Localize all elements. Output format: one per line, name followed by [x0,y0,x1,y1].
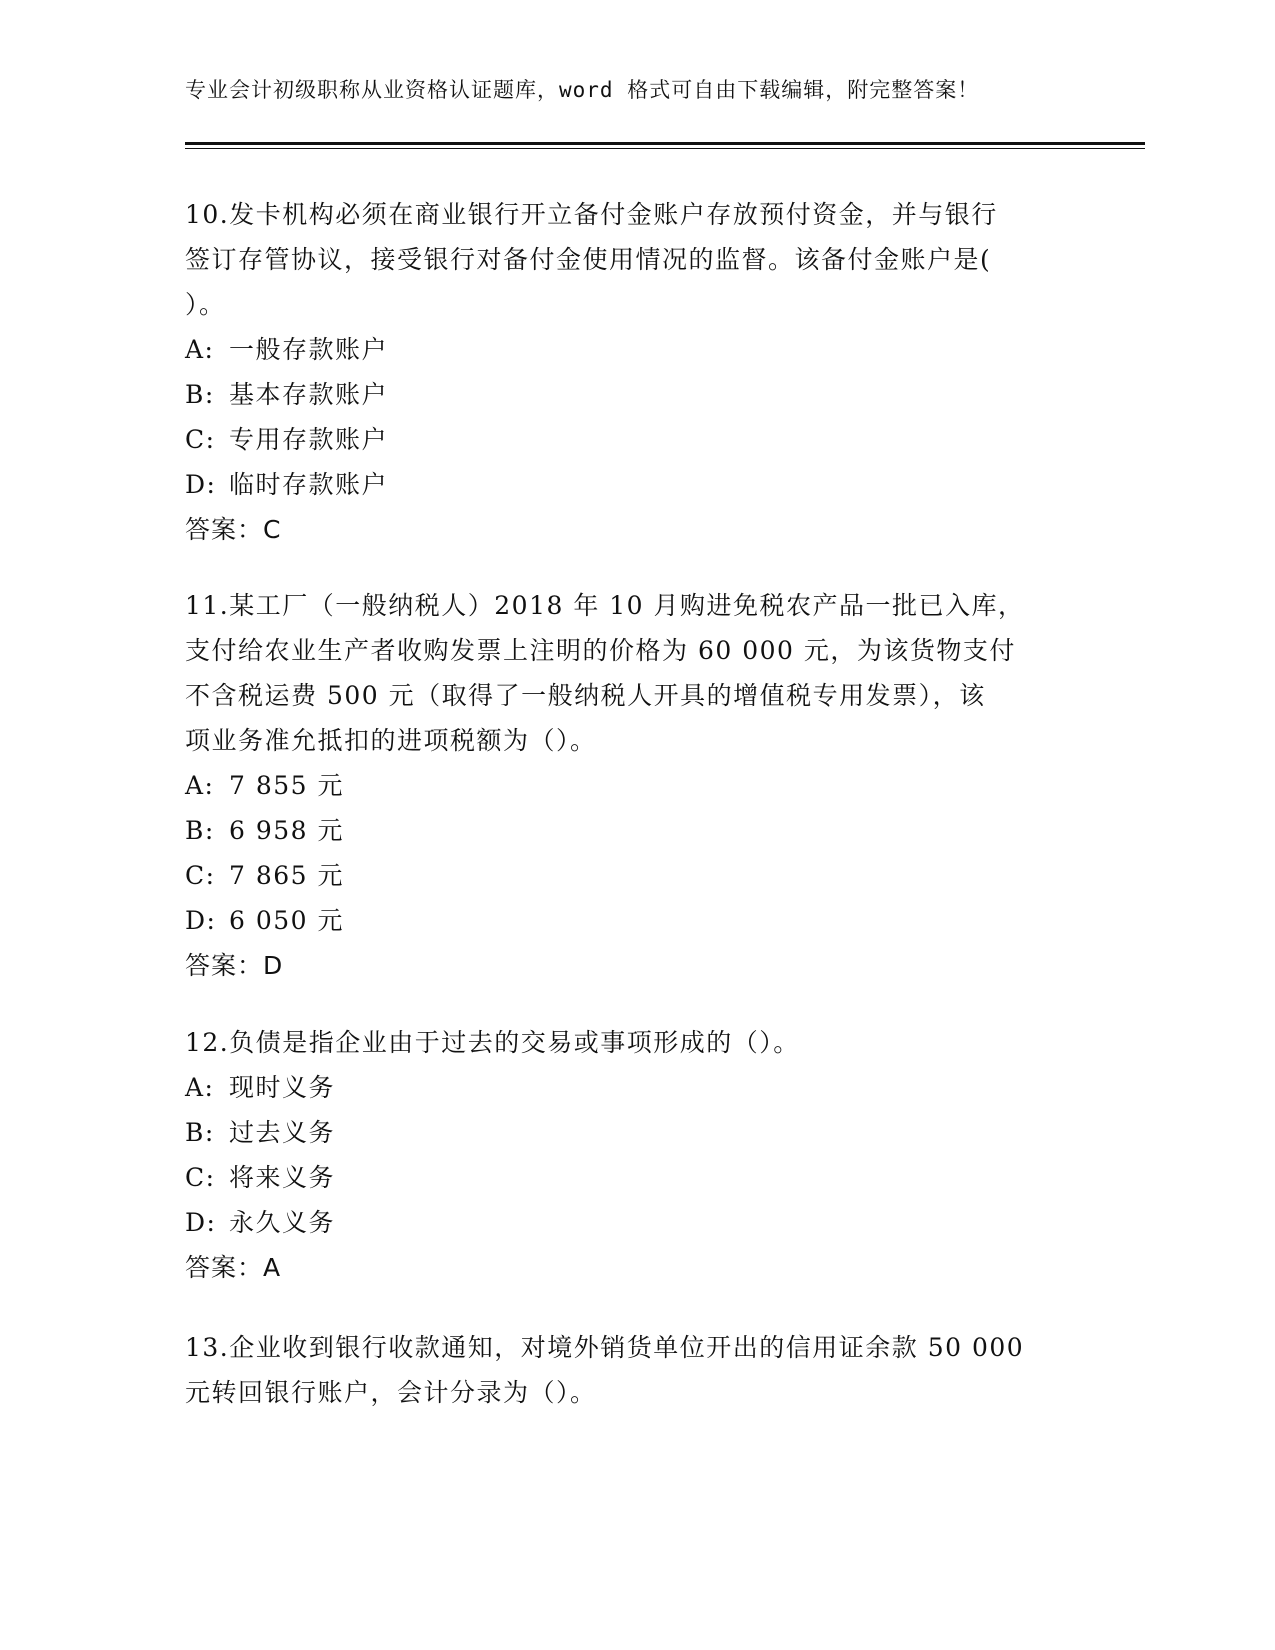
answer: 答案：A [185,1253,282,1282]
stem-line: 13.企业收到银行收款通知，对境外销货单位开出的信用证余款 50 000 [185,1333,1025,1362]
option-key: C: [185,1163,216,1192]
question-stem [185,1020,1085,1065]
option-text: 7 855 元 [229,771,345,800]
option-b [185,372,1085,417]
question-stem [185,1325,1085,1415]
option-text: 7 865 元 [229,861,345,890]
option-text: 专用存款账户 [229,425,389,454]
option-key: B: [185,1118,215,1147]
stem-line: 10.发卡机构必须在商业银行开立备付金账户存放预付资金，并与银行 [185,200,998,229]
option-key: A: [185,1073,215,1102]
stem-line: 11.某工厂（一般纳税人）2018 年 10 月购进免税农产品一批已入库， [185,591,1025,620]
option-key: B: [185,816,215,845]
option-text: 临时存款账户 [229,470,389,499]
option-b [185,808,1085,853]
option-key: D: [185,470,217,499]
option-text: 6 958 元 [229,816,345,845]
stem-line: 12.负债是指企业由于过去的交易或事项形成的（）。 [185,1028,800,1057]
option-c [185,417,1085,462]
option-d [185,1200,1085,1245]
stem-line: ）。 [185,290,226,319]
stem-line: 项业务准允抵扣的进项税额为（）。 [185,726,597,755]
option-key: D: [185,1208,217,1237]
stem-line: 不含税运费 500 元（取得了一般纳税人开具的增值税专用发票），该 [185,681,986,710]
option-a [185,327,1085,372]
option-text: 将来义务 [229,1163,336,1192]
page-header: 专业会计初级职称从业资格认证题库，word 格式可自由下载编辑，附完整答案！ [185,78,980,102]
answer: 答案：C [185,515,282,544]
option-key: B: [185,380,215,409]
option-d [185,462,1085,507]
question-11 [185,583,1085,988]
answer: 答案：D [185,951,284,980]
option-text: 永久义务 [229,1208,336,1237]
stem-line: 支付给农业生产者收购发票上注明的价格为 60 000 元，为该货物支付 [185,636,1016,665]
question-stem [185,192,1085,327]
option-text: 现时义务 [229,1073,336,1102]
stem-line: 元转回银行账户，会计分录为（）。 [185,1378,597,1407]
option-b [185,1110,1085,1155]
question-12 [185,1020,1085,1290]
option-key: A: [185,335,215,364]
option-a [185,1065,1085,1110]
option-text: 一般存款账户 [229,335,389,364]
question-10 [185,192,1085,552]
option-key: A: [185,771,215,800]
stem-line: 签订存管协议，接受银行对备付金使用情况的监督。该备付金账户是( [185,245,992,274]
header-rule-thin [185,148,1145,149]
option-key: D: [185,906,217,935]
option-c [185,853,1085,898]
question-stem [185,583,1085,763]
option-text: 6 050 元 [229,906,345,935]
option-a [185,763,1085,808]
question-13 [185,1325,1085,1415]
option-key: C: [185,425,216,454]
option-d [185,898,1085,943]
option-c [185,1155,1085,1200]
option-text: 过去义务 [229,1118,336,1147]
option-text: 基本存款账户 [229,380,389,409]
option-key: C: [185,861,216,890]
header-rule-thick [185,142,1145,145]
